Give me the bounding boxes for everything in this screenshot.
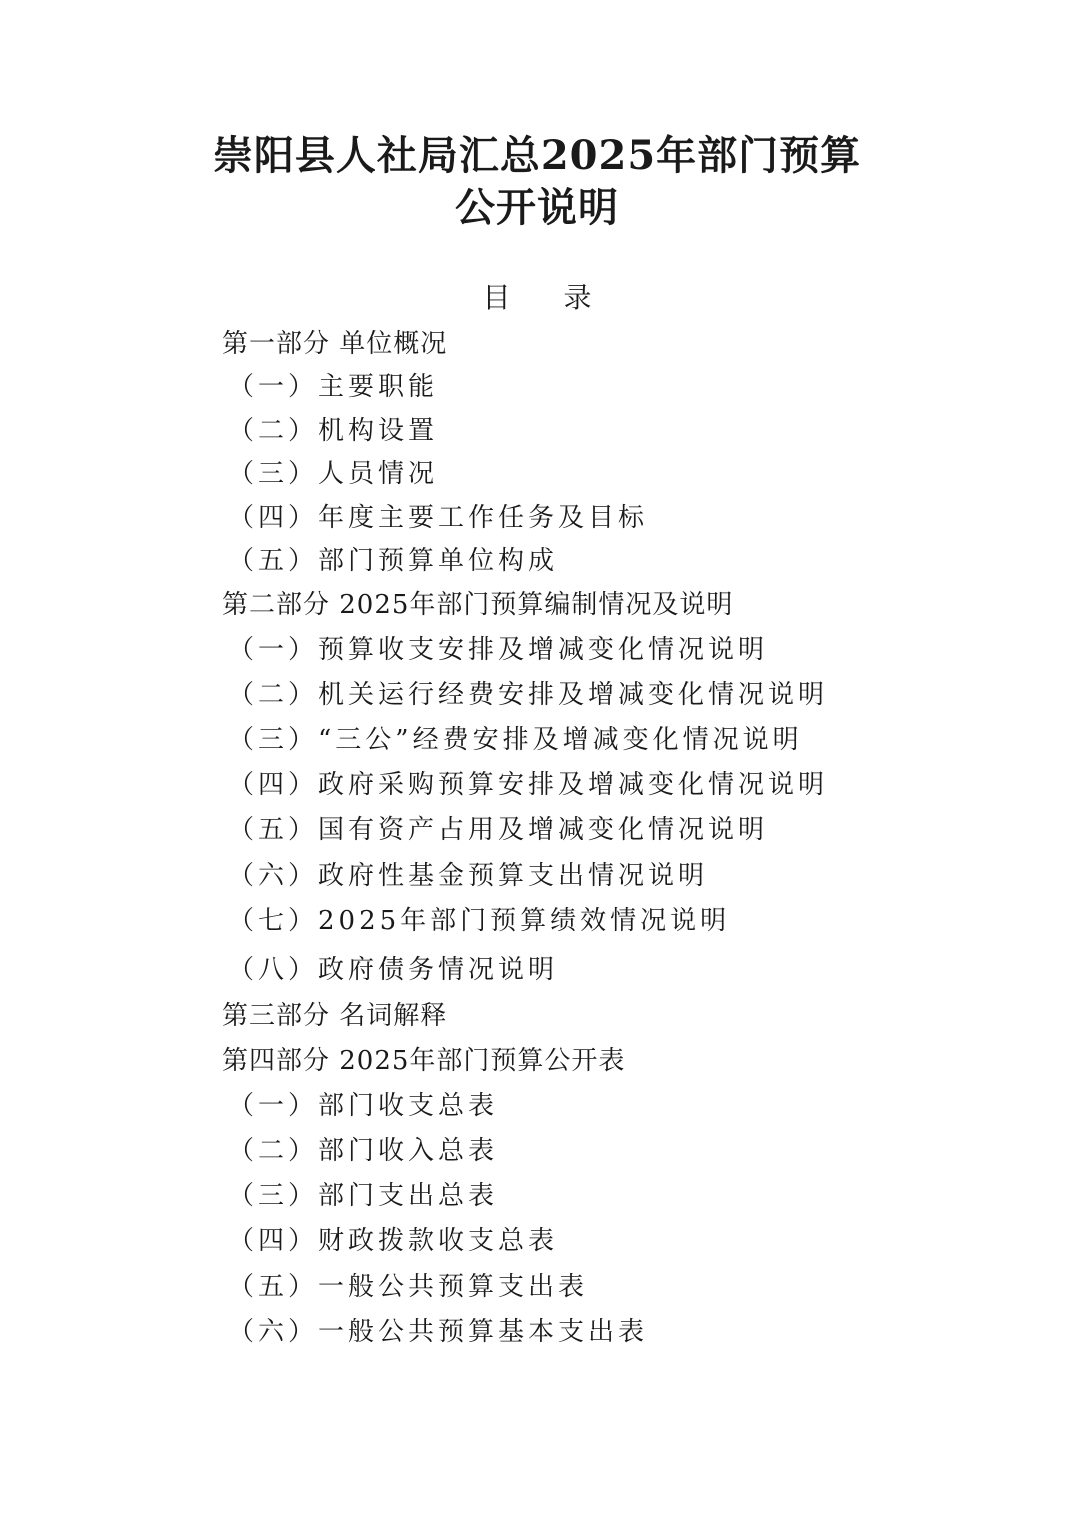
toc-item: （二）机构设置 bbox=[228, 416, 439, 446]
document-title: 崇阳县人社局汇总2025年部门预算 bbox=[212, 132, 862, 179]
toc-item: （五）一般公共预算支出表 bbox=[228, 1272, 589, 1302]
toc-part: 第二部分 2025年部门预算编制情况及说明 bbox=[222, 590, 734, 620]
toc-item: （四）年度主要工作任务及目标 bbox=[228, 503, 649, 533]
toc-item: （三）人员情况 bbox=[228, 459, 439, 489]
toc-part: 第四部分 2025年部门预算公开表 bbox=[222, 1046, 626, 1076]
toc-item: （八）政府债务情况说明 bbox=[228, 955, 559, 985]
toc-item: （二）部门收入总表 bbox=[228, 1136, 499, 1166]
toc-item: （五）部门预算单位构成 bbox=[228, 546, 559, 576]
toc-item: （六）一般公共预算基本支出表 bbox=[228, 1317, 649, 1347]
toc-item: （四）政府采购预算安排及增减变化情况说明 bbox=[228, 770, 829, 800]
toc-item: （三）“三公”经费安排及增减变化情况说明 bbox=[228, 725, 803, 755]
document-title-line-2: 公开说明 bbox=[455, 184, 619, 231]
toc-item: （七）2025年部门预算绩效情况说明 bbox=[228, 906, 731, 936]
toc-heading: 目 录 bbox=[482, 281, 614, 314]
toc-item: （五）国有资产占用及增减变化情况说明 bbox=[228, 815, 769, 845]
toc-item: （一）部门收支总表 bbox=[228, 1091, 499, 1121]
toc-item: （四）财政拨款收支总表 bbox=[228, 1226, 559, 1256]
toc-item: （一）主要职能 bbox=[228, 372, 439, 402]
toc-part: 第一部分 单位概况 bbox=[222, 329, 448, 359]
toc-part: 第三部分 名词解释 bbox=[222, 1001, 448, 1031]
toc-item: （三）部门支出总表 bbox=[228, 1181, 499, 1211]
toc-item: （二）机关运行经费安排及增减变化情况说明 bbox=[228, 680, 829, 710]
toc-item: （一）预算收支安排及增减变化情况说明 bbox=[228, 635, 769, 665]
toc-item: （六）政府性基金预算支出情况说明 bbox=[228, 861, 709, 891]
